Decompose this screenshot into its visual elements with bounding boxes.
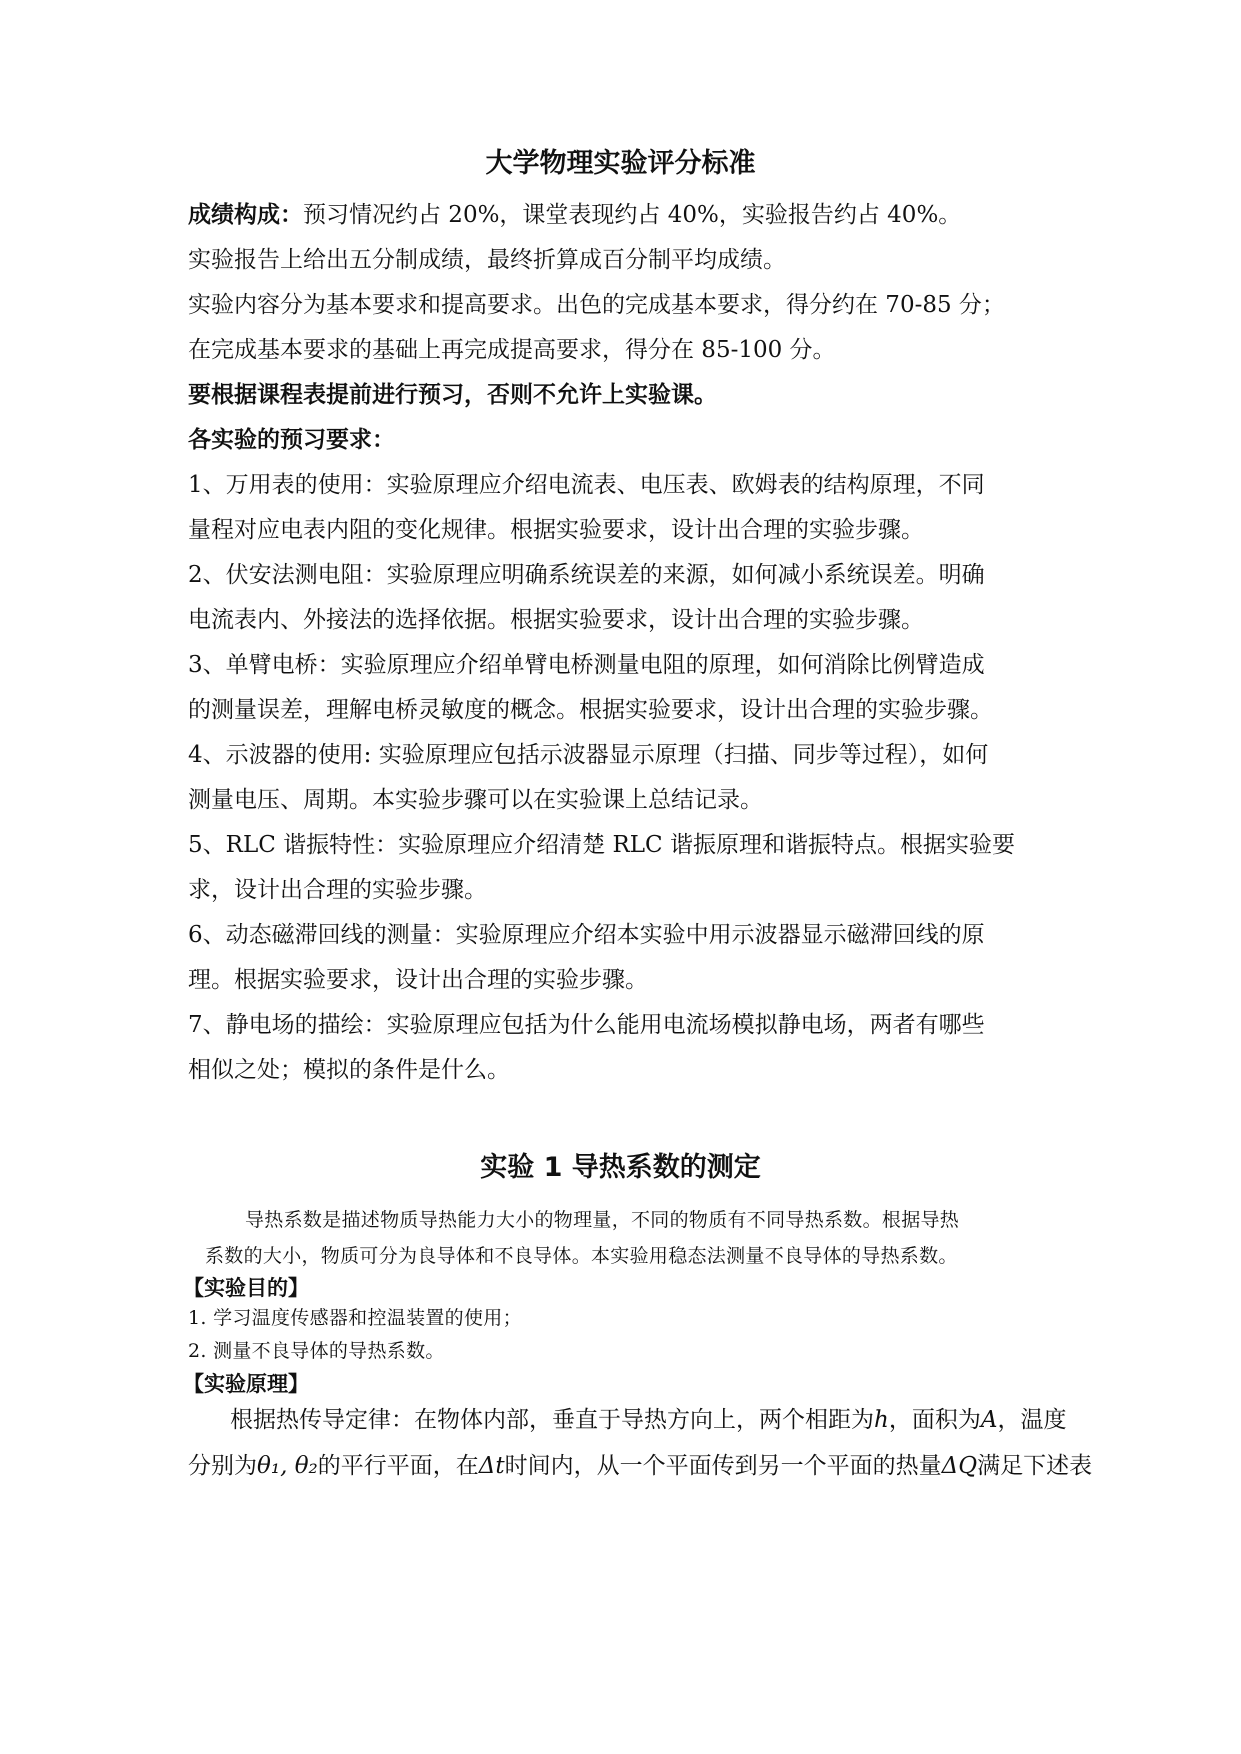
requirement-line: 1、万用表的使用：实验原理应介绍电流表、电压表、欧姆表的结构原理，不同: [188, 472, 985, 498]
requirement-line: 的测量误差，理解电桥灵敏度的概念。根据实验要求，设计出合理的实验步骤。: [188, 697, 993, 723]
grade-label: 成绩构成：: [188, 202, 303, 228]
purpose-item: 1. 学习温度传感器和控温装置的使用；: [188, 1307, 522, 1329]
requirement-line: 测量电压、周期。本实验步骤可以在实验课上总结记录。: [188, 787, 763, 813]
principle-line: [230, 1405, 1066, 1435]
grade-text: 预习情况约占 20%，课堂表现约占 40%，实验报告约占 40%。: [303, 202, 962, 228]
math-area: A: [980, 1407, 998, 1433]
principle-text: 的平行平面，在: [317, 1453, 479, 1479]
requirement-line: 7、静电场的描绘：实验原理应包括为什么能用电流场模拟静电场，两者有哪些: [188, 1012, 985, 1038]
principle-text: 分别为: [188, 1453, 257, 1479]
principle-heading: 【实验原理】: [183, 1372, 309, 1396]
principle-text: 时间内，从一个平面传到另一个平面的热量: [504, 1453, 942, 1479]
preview-heading: 各实验的预习要求：: [188, 427, 395, 453]
principle-text: 满足下述表: [977, 1453, 1093, 1479]
experiment-intro-line: 导热系数是描述物质导热能力大小的物理量，不同的物质有不同导热系数。根据导热: [245, 1209, 960, 1231]
principle-text: ，温度: [997, 1407, 1067, 1433]
principle-line: [188, 1451, 1092, 1481]
math-delta-q: ΔQ: [941, 1453, 978, 1479]
purpose-heading: 【实验目的】: [183, 1276, 309, 1300]
preview-warning: 要根据课程表提前进行预习，否则不允许上实验课。: [188, 382, 717, 408]
requirement-line: 电流表内、外接法的选择依据。根据实验要求，设计出合理的实验步骤。: [188, 607, 924, 633]
principle-text: ，面积为: [888, 1407, 981, 1433]
requirement-line: 6、动态磁滞回线的测量：实验原理应介绍本实验中用示波器显示磁滞回线的原: [188, 922, 985, 948]
principle-text: 根据热传导定律：在物体内部，垂直于导热方向上，两个相距为: [230, 1407, 874, 1433]
purpose-item: 2. 测量不良导体的导热系数。: [188, 1340, 445, 1362]
requirement-line: 量程对应电表内阻的变化规律。根据实验要求，设计出合理的实验步骤。: [188, 517, 924, 543]
requirement-line: 4、示波器的使用: 实验原理应包括示波器显示原理（扫描、同步等过程），如何: [188, 742, 989, 768]
requirement-line: 3、单臂电桥：实验原理应介绍单臂电桥测量电阻的原理，如何消除比例臂造成: [188, 652, 985, 678]
math-h: h: [874, 1407, 889, 1433]
math-delta-t: Δt: [478, 1453, 505, 1479]
scoring-line: 实验报告上给出五分制成绩，最终折算成百分制平均成绩。: [188, 247, 786, 273]
requirement-line: 求，设计出合理的实验步骤。: [188, 877, 487, 903]
requirement-line: 理。根据实验要求，设计出合理的实验步骤。: [188, 967, 648, 993]
experiment-intro-line: 系数的大小，物质可分为良导体和不良导体。本实验用稳态法测量不良导体的导热系数。: [205, 1245, 958, 1267]
scoring-line: 在完成基本要求的基础上再完成提高要求，得分在 85-100 分。: [188, 337, 836, 363]
requirement-line: 2、伏安法测电阻：实验原理应明确系统误差的来源，如何减小系统误差。明确: [188, 562, 985, 588]
requirement-line: 相似之处；模拟的条件是什么。: [188, 1057, 510, 1083]
experiment-title: 实验 1 导热系数的测定: [480, 1152, 761, 1183]
requirement-line: 5、RLC 谐振特性：实验原理应介绍清楚 RLC 谐振原理和谐振特点。根据实验要: [188, 832, 1015, 858]
math-theta: θ₁, θ₂: [257, 1453, 318, 1479]
scoring-line: 实验内容分为基本要求和提高要求。出色的完成基本要求，得分约在 70-85 分；: [188, 292, 1005, 318]
grade-composition: [188, 200, 961, 230]
page-title: 大学物理实验评分标准: [485, 148, 756, 179]
